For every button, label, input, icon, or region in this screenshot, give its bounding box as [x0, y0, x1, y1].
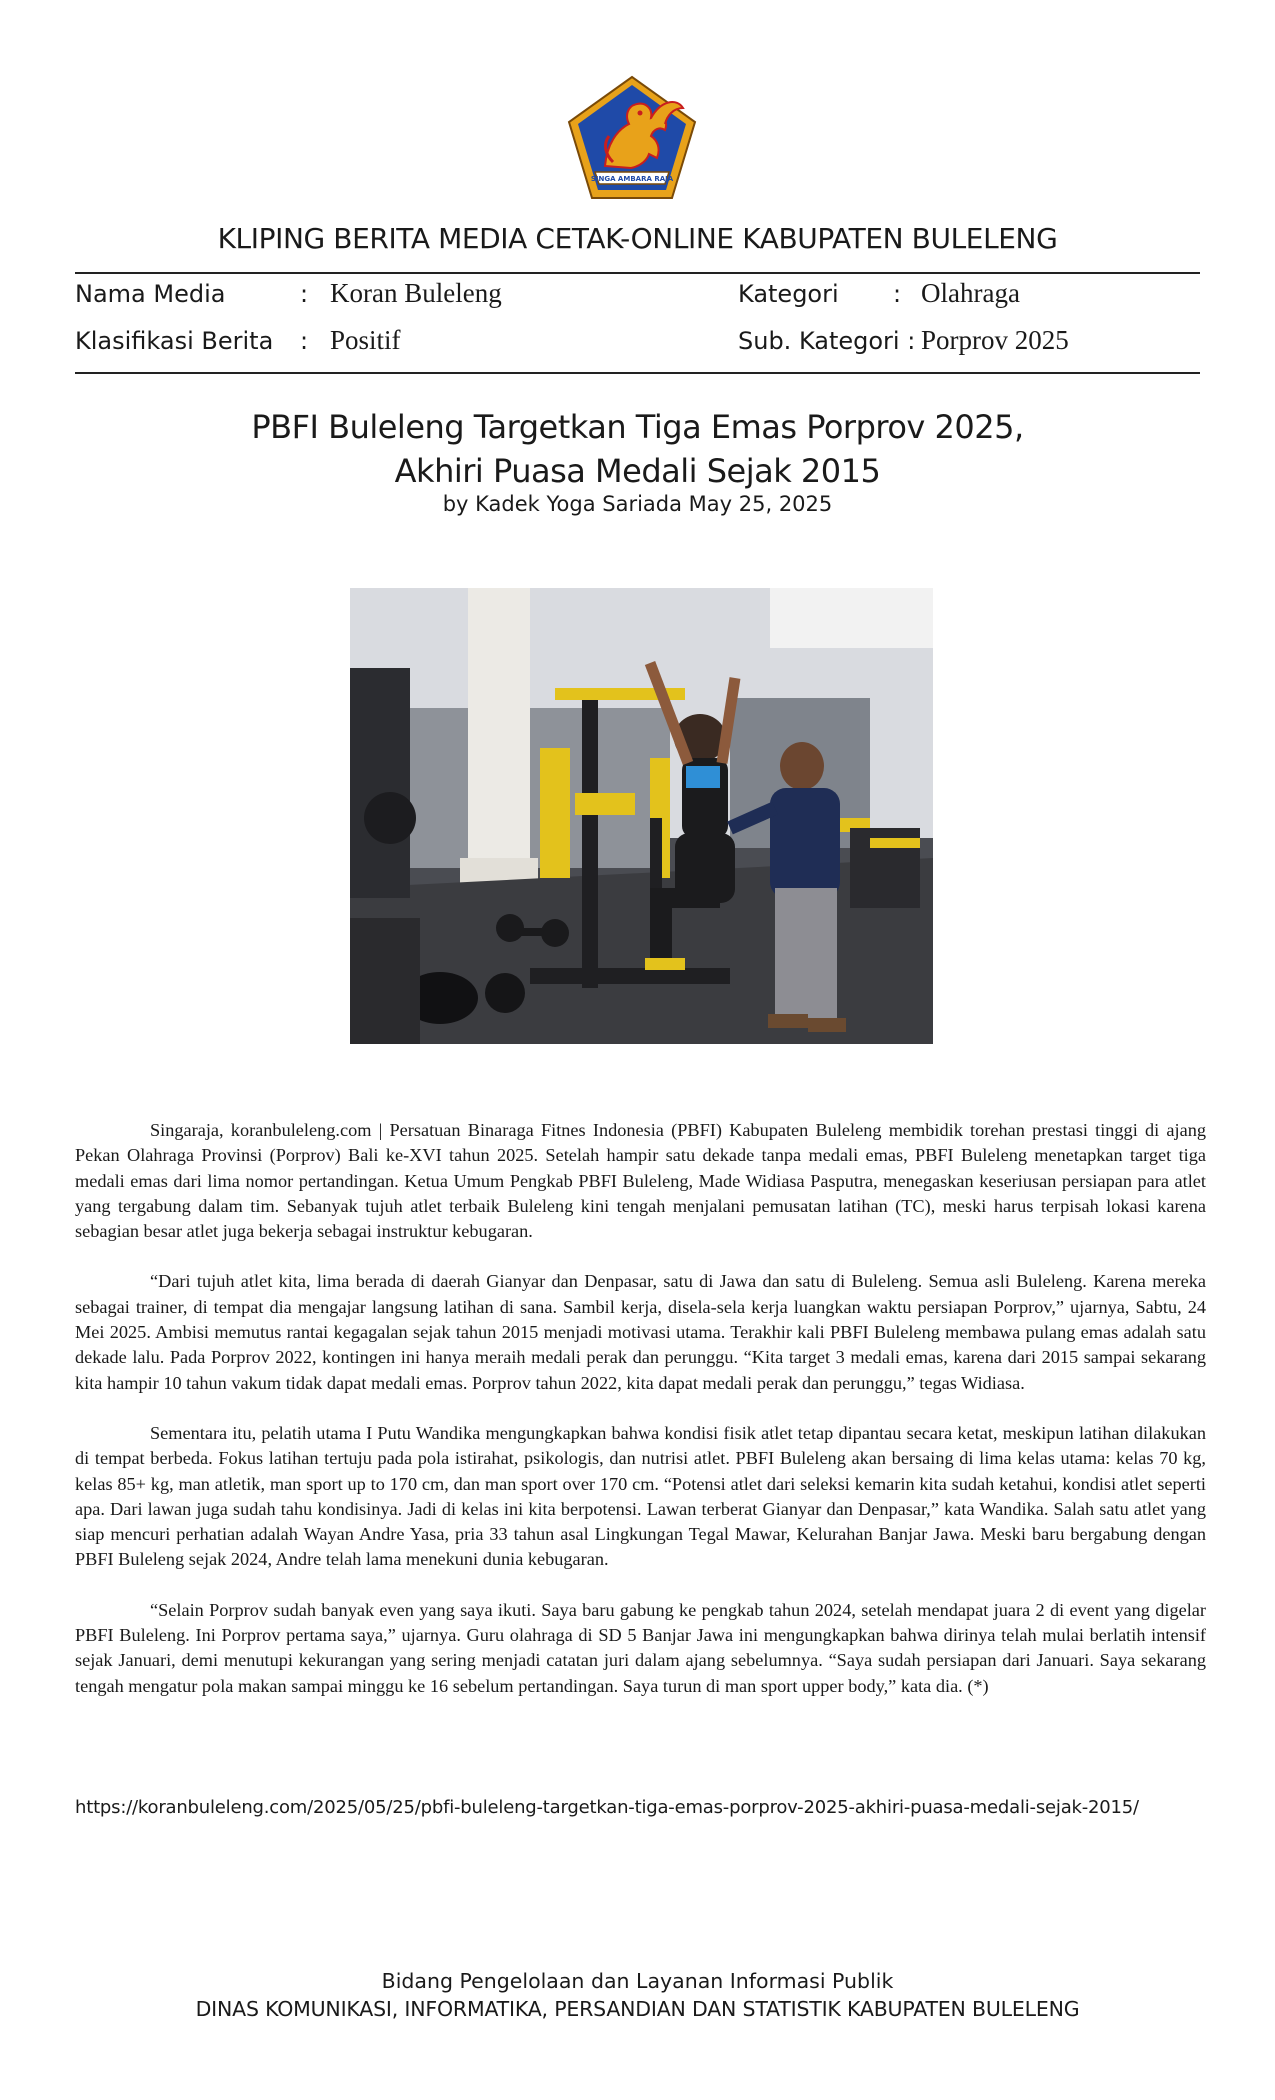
footer-division: Bidang Pengelolaan dan Layanan Informasi Publik [381, 1969, 894, 1993]
kategori-label: Kategori [738, 280, 839, 308]
subkategori-value: Porprov 2025 [921, 325, 1069, 355]
clipping-header-title: KLIPING BERITA MEDIA CETAK-ONLINE KABUPATEN BULELENG [217, 222, 1058, 255]
media-label: Nama Media [75, 280, 226, 308]
article-byline: by Kadek Yoga Sariada May 25, 2025 [442, 492, 833, 516]
footer-agency: DINAS KOMUNIKASI, INFORMATIKA, PERSANDIAN DAN STATISTIK KABUPATEN BULELENG [195, 1997, 1080, 2021]
article-body [75, 1118, 1206, 1724]
article-paragraph-1: Singaraja, koranbuleleng.com | Persatuan Binaraga Fitnes Indonesia (PBFI) Kabupaten Buleleng membidik torehan prestasi tinggi di ajang Pekan Olahraga Provinsi (Porprov) Bali ke-XVI tahun 2025. Setelah hampir satu dekade tanpa medali emas, PBFI Buleleng menetapkan target tiga medali emas dari lima nomor pertandingan. Ketua Umum Pengkab PBFI Buleleng, Made Widiasa Pasputra, menegaskan keseriusan persiapan para atlet yang tergabung dalam tim. Sebanyak tujuh atlet terbaik Buleleng kini tengah menjalani pemusatan latihan (TC), meski harus terpisah lokasi karena sebagian besar atlet juga bekerja sebagai instruktur kebugaran. [75, 1120, 1206, 1242]
article-source-url: https://koranbuleleng.com/2025/05/25/pbfi-buleleng-targetkan-tiga-emas-porprov-2025-akhiri-puasa-medali-sejak-2015/ [75, 1797, 1139, 1818]
klasifikasi-colon: : [300, 327, 309, 355]
article-paragraph-3: Sementara itu, pelatih utama I Putu Wandika mengungkapkan bahwa kondisi fisik atlet tetap dipantau secara ketat, meskipun latihan dilakukan di tempat berbeda. Fokus latihan tertuju pada pola istirahat, psikologis, dan nutrisi atlet. PBFI Buleleng akan bersaing di lima kelas utama: kelas 70 kg, kelas 85+ kg, man atletik, man sport up to 170 cm, dan man sport over 170 cm. “Potensi atlet dari seleksi kemarin kita sudah ketahui, kondisi atlet seperti apa. Dari lawan juga sudah tahu kondisinya. Jadi di kelas ini kita berpotensi. Lawan terberat Gianyar dan Denpasar,” kata Wandika. Salah satu atlet yang siap mencuri perhatian adalah Wayan Andre Yasa, pria 33 tahun asal Lingkungan Tegal Mawar, Kelurahan Banjar Jawa. Meski baru bergabung dengan PBFI Buleleng sejak 2024, Andre telah lama menekuni dunia kebugaran. [75, 1422, 1206, 1570]
article-photo [350, 588, 933, 1044]
article-paragraph-2: “Dari tujuh atlet kita, lima berada di daerah Gianyar dan Denpasar, satu di Jawa dan satu di Buleleng. Semua asli Buleleng. Karena mereka sebagai trainer, di tempat dia mengajar langsung latihan di sana. Sambil kerja, disela-sela kerja luangkan waktu persiapan Porprov,” ujarnya, Sabtu, 24 Mei 2025. Ambisi memutus rantai kegagalan sejak tahun 2015 menjadi motivasi utama. Terakhir kali PBFI Buleleng membawa pulang emas adalah satu dekade lalu. Pada Porprov 2022, kontingen ini hanya meraih medali perak dan perunggu. “Kita target 3 medali emas, karena dari 2015 sampai sekarang kita hampir 10 tahun vakum tidak dapat medali emas. Porprov tahun 2022, kita dapat medali perak dan perunggu,” tegas Widiasa. [75, 1271, 1206, 1393]
article-title-line-2: Akhiri Puasa Medali Sejak 2015 [394, 452, 881, 490]
klasifikasi-label: Klasifikasi Berita [75, 327, 274, 355]
header-divider-bottom [75, 372, 1200, 374]
media-value: Koran Buleleng [330, 278, 502, 308]
crest-motto: SINGA AMBARA RAJA [590, 175, 674, 183]
meta-row-klasifikasi [75, 325, 1200, 361]
media-colon: : [300, 280, 309, 308]
subkategori-label: Sub. Kategori : [738, 327, 916, 355]
article-title-line-1: PBFI Buleleng Targetkan Tiga Emas Porprov 2025, [251, 408, 1024, 446]
klasifikasi-value: Positif [330, 325, 401, 355]
header-divider-top [75, 272, 1200, 274]
article-paragraph-4: “Selain Porprov sudah banyak even yang saya ikuti. Saya baru gabung ke pengkab tahun 2024, setelah mendapat juara 2 di event yang digelar PBFI Buleleng. Ini Porprov pertama saya,” ujarnya. Guru olahraga di SD 5 Banjar Jawa ini mengungkapkan bahwa dirinya telah mulai berlatih intensif sejak Januari, demi menutupi kekurangan yang sering menjadi catatan juri dalam ajang sebelumnya. “Saya sudah persiapan dari Januari. Saya sekarang tengah mengatur pola makan sampai minggu ke 16 sebelum pertandingan. Saya turun di man sport upper body,” kata dia. (*) [75, 1599, 1206, 1696]
buleleng-crest-icon [565, 74, 699, 202]
kategori-value: Olahraga [921, 278, 1020, 308]
gym-training-photo-icon [350, 588, 933, 1044]
kategori-colon: : [893, 280, 902, 308]
meta-row-media [75, 278, 1200, 314]
